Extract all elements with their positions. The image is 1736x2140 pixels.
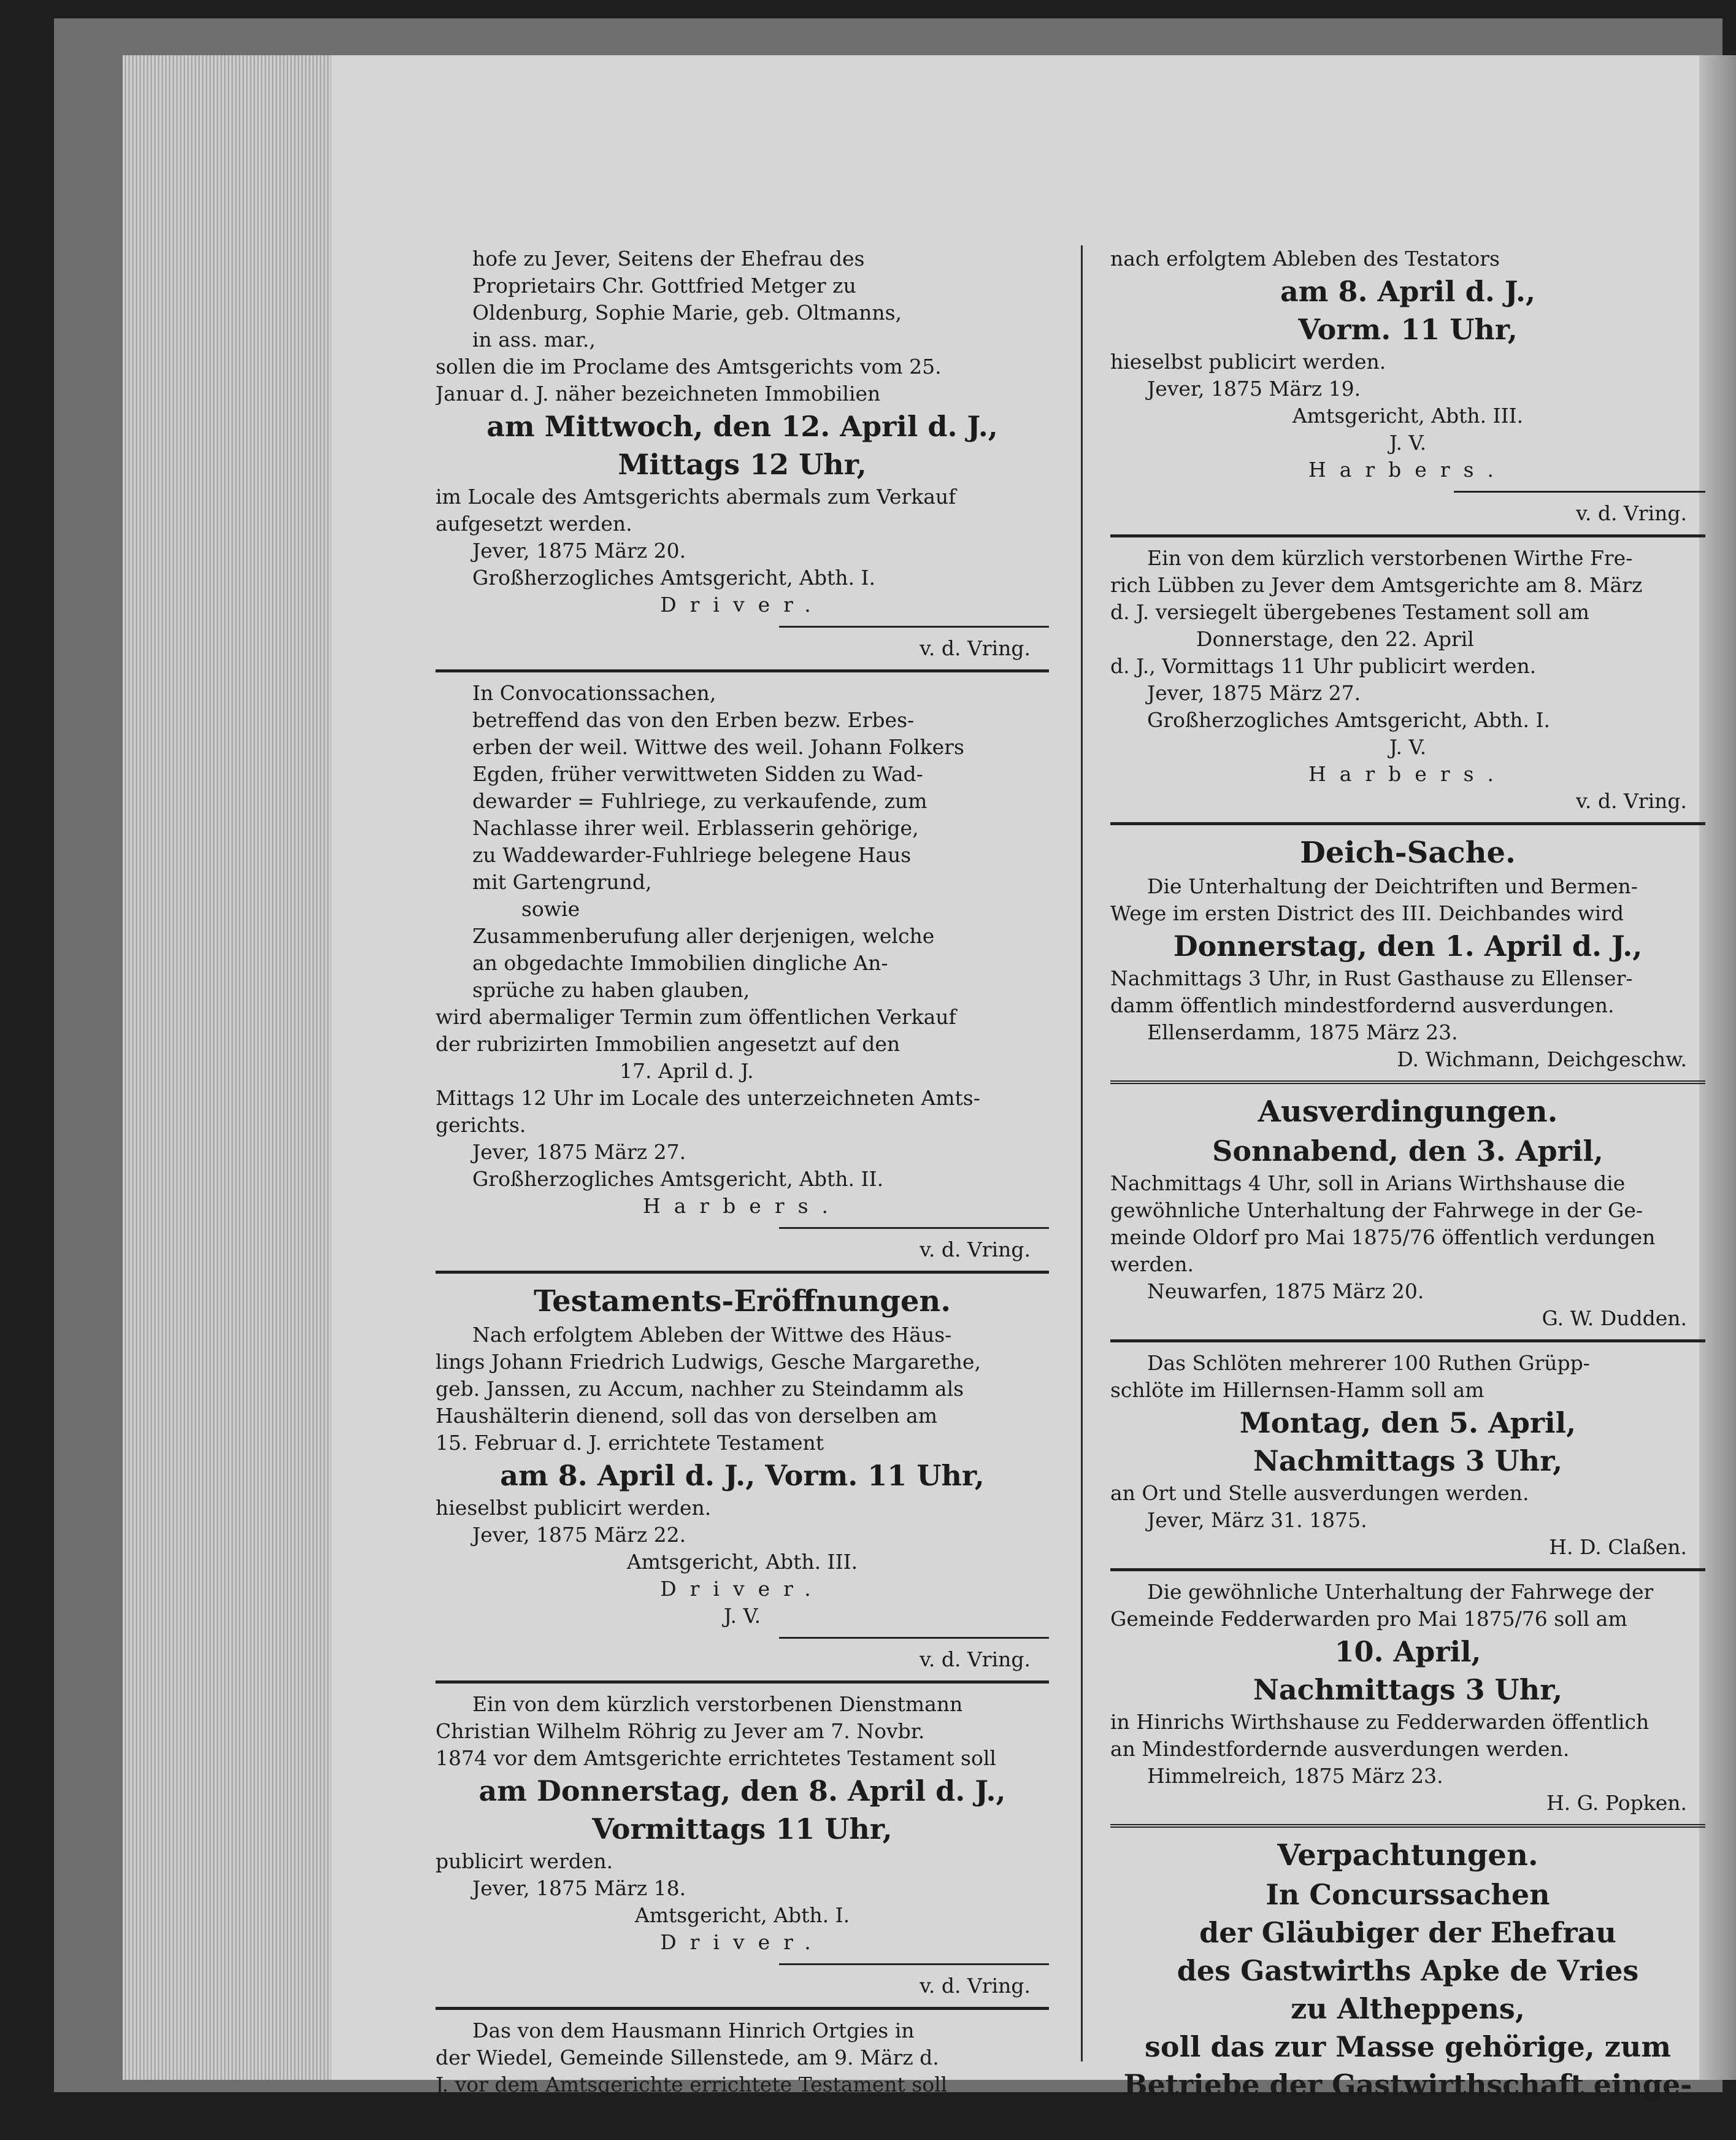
place-date: Himmelreich, 1875 März 23. <box>1147 1764 1443 1788</box>
signer: Harbers. <box>642 1194 842 1218</box>
signer: Harbers. <box>1308 458 1508 482</box>
section-heading: Testaments-Eröffnungen. <box>533 1284 951 1318</box>
place-date: Jever, 1875 März 19. <box>1147 377 1361 401</box>
text-line: in ass. mar., <box>472 328 596 352</box>
iv-label: J. V. <box>1389 431 1427 455</box>
text-line: Januar d. J. näher bezeichneten Immobilien <box>436 382 881 406</box>
signer: Driver. <box>660 1577 824 1601</box>
text-line: In Convocationssachen, <box>472 681 716 705</box>
notice-separator <box>1110 1080 1705 1084</box>
text-line: Haushälterin dienend, soll das von derselben am <box>436 1404 938 1428</box>
signer: D. Wichmann, Deichgeschw. <box>1397 1047 1687 1071</box>
text-line: geb. Janssen, zu Accum, nachher zu Steindamm als <box>436 1377 964 1401</box>
text-line: 15. Februar d. J. errichtete Testament <box>436 1431 824 1455</box>
notice-separator <box>1110 1568 1705 1571</box>
text-line: der rubrizirten Immobilien angesetzt auf den <box>436 1032 901 1056</box>
text-line: an obgedachte Immobilien dingliche An- <box>472 951 888 975</box>
text-line: mit Gartengrund, <box>472 870 652 894</box>
text-line: 17. April d. J. <box>620 1059 754 1083</box>
separator <box>779 626 1049 628</box>
text-line: Nachmittags 4 Uhr, soll in Arians Wirthshause die <box>1110 1171 1626 1195</box>
time-heading: Nachmittags 3 Uhr, <box>1253 1673 1563 1706</box>
column-divider <box>1081 245 1083 2061</box>
big-line: Betriebe der Gastwirthschaft einge- <box>1123 2068 1692 2101</box>
left-column <box>436 245 1049 2098</box>
court-name: Großherzogliches Amtsgericht, Abth. I. <box>1147 708 1551 732</box>
text-line: Zusammenberufung aller derjenigen, welche <box>472 924 935 948</box>
text-line: gewöhnliche Unterhaltung der Fahrwege in der Ge- <box>1110 1198 1643 1222</box>
section-heading: Verpachtungen. <box>1277 1838 1538 1872</box>
notice-separator <box>1110 1824 1705 1828</box>
text-line: Wege im ersten District des III. Deichbandes wird <box>1110 901 1624 925</box>
date-heading: am 8. April d. J., <box>1280 275 1535 308</box>
big-line: der Gläubiger der Ehefrau <box>1199 1916 1616 1949</box>
date-heading: am Donnerstag, den 8. April d. J., <box>478 1774 1006 1807</box>
court-name: Großherzogliches Amtsgericht, Abth. I. <box>472 566 876 590</box>
text-line: d. J., Vormittags 11 Uhr publicirt werden. <box>1110 654 1537 678</box>
text-line: Egden, früher verwittweten Sidden zu Wad- <box>472 762 923 786</box>
notice-separator <box>436 1271 1049 1274</box>
text-line: d. J. versiegelt übergebenes Testament soll am <box>1110 600 1589 624</box>
text-line: meinde Oldorf pro Mai 1875/76 öffentlich verdungen <box>1110 1225 1656 1249</box>
notice-testament-roehrig <box>436 1691 1049 2000</box>
date-heading: Montag, den 5. April, <box>1239 1406 1577 1439</box>
text-line: sollen die im Proclame des Amtsgerichts vom 25. <box>436 355 942 379</box>
time-heading: Nachmittags 3 Uhr, <box>1253 1444 1563 1477</box>
text-line: Das Schlöten mehrerer 100 Ruthen Grüpp- <box>1147 1351 1590 1375</box>
date-heading: Donnerstag, den 1. April d. J., <box>1173 930 1643 963</box>
place-date: Jever, 1875 März 27. <box>1147 681 1361 705</box>
clerk: v. d. Vring. <box>1576 789 1687 813</box>
text-line: der Wiedel, Gemeinde Sillenstede, am 9. März d. <box>436 2046 939 2069</box>
text-line: gerichts. <box>436 1113 526 1137</box>
court-name: Großherzogliches Amtsgericht, Abth. II. <box>472 1167 884 1191</box>
text-line: Die Unterhaltung der Deichtriften und Bermen- <box>1147 874 1638 898</box>
clerk: v. d. Vring. <box>920 1237 1031 1261</box>
iv-label: J. V. <box>723 1604 761 1628</box>
place-date: Ellenserdamm, 1875 März 23. <box>1147 1020 1458 1044</box>
iv-label: J. V. <box>1389 735 1427 759</box>
big-line: soll das zur Masse gehörige, zum <box>1144 2030 1671 2063</box>
text-line: Das von dem Hausmann Hinrich Ortgies in <box>472 2019 915 2042</box>
place-date: Jever, 1875 März 27. <box>472 1140 686 1164</box>
text-line: Donnerstage, den 22. April <box>1196 627 1474 651</box>
signer: G. W. Dudden. <box>1542 1306 1687 1330</box>
text-line: Ein von dem kürzlich verstorbenen Wirthe Fre- <box>1147 546 1633 570</box>
clerk: v. d. Vring. <box>920 1974 1031 1998</box>
place-date: Jever, 1875 März 22. <box>472 1523 686 1547</box>
notice-separator <box>1110 534 1705 537</box>
court-name: Amtsgericht, Abth. III. <box>626 1550 858 1574</box>
text-line: Ein von dem kürzlich verstorbenen Dienstmann <box>472 1692 963 1716</box>
signer: H. D. Claßen. <box>1549 1535 1687 1559</box>
text-line: lings Johann Friedrich Ludwigs, Gesche Margarethe, <box>436 1350 981 1374</box>
signer: H. G. Popken. <box>1546 1791 1687 1815</box>
time-heading: Vormittags 11 Uhr, <box>592 1812 893 1846</box>
big-line: In Concurssachen <box>1266 1878 1550 1911</box>
text-line: rich Lübben zu Jever dem Amtsgerichte am 8. März <box>1110 573 1643 597</box>
time-heading: Vorm. 11 Uhr, <box>1298 313 1518 346</box>
notice-testament-ortgies <box>436 2017 1049 2098</box>
signer: Harbers. <box>1308 762 1508 786</box>
signer: Driver. <box>660 593 824 617</box>
text-line: Christian Wilhelm Röhrig zu Jever am 7. Novbr. <box>436 1719 925 1743</box>
date-heading: Sonnabend, den 3. April, <box>1212 1134 1603 1168</box>
notice-deich-sache <box>1110 833 1705 1073</box>
date-heading: am 8. April d. J., Vorm. 11 Uhr, <box>500 1459 985 1492</box>
text-line: an Ort und Stelle ausverdungen werden. <box>1110 1481 1529 1505</box>
text-line: Mittags 12 Uhr im Locale des unterzeichneten Amts- <box>436 1086 980 1110</box>
date-heading: am Mittwoch, den 12. April d. J., <box>486 410 998 443</box>
notice-testament-continued <box>1110 245 1705 527</box>
text-line: Oldenburg, Sophie Marie, geb. Oltmanns, <box>472 301 902 325</box>
text-line: sprüche zu haben glauben, <box>472 978 750 1002</box>
text-line: Nachmittags 3 Uhr, in Rust Gasthause zu Ellenser- <box>1110 966 1633 990</box>
text-line: sowie <box>521 897 580 921</box>
text-line: wird abermaliger Termin zum öffentlichen Verkauf <box>436 1005 956 1029</box>
page-edges <box>123 55 337 2080</box>
right-column <box>1110 245 1705 2104</box>
text-line: hieselbst publicirt werden. <box>436 1496 712 1520</box>
text-line: Proprietairs Chr. Gottfried Metger zu <box>472 274 856 298</box>
notice-separator <box>1110 822 1705 825</box>
text-line: Gemeinde Fedderwarden pro Mai 1875/76 soll am <box>1110 1607 1627 1631</box>
separator <box>779 1637 1049 1639</box>
place-date: Neuwarfen, 1875 März 20. <box>1147 1279 1424 1303</box>
notice-verpachtungen <box>1110 1835 1705 2104</box>
text-line: Nachlasse ihrer weil. Erblasserin gehörige, <box>472 816 919 840</box>
time-heading: Mittags 12 Uhr, <box>618 448 867 481</box>
place-date: Jever, 1875 März 18. <box>472 1876 686 1900</box>
place-date: Jever, 1875 März 20. <box>472 539 686 563</box>
text-line: damm öffentlich mindestfordernd ausverdungen. <box>1110 993 1615 1017</box>
text-line: publicirt werden. <box>436 1849 613 1873</box>
court-name: Amtsgericht, Abth. III. <box>1292 404 1524 428</box>
text-line: betreffend das von den Erben bezw. Erbes- <box>472 708 915 732</box>
text-line: Nach erfolgtem Ableben der Wittwe des Häus- <box>472 1323 952 1347</box>
section-heading: Deich-Sache. <box>1300 836 1516 870</box>
separator <box>779 1227 1049 1229</box>
separator <box>779 1963 1049 1965</box>
text-line: zu Waddewarder-Fuhlriege belegene Haus <box>472 843 912 867</box>
separator <box>1454 491 1705 493</box>
notice-testament-ludwigs <box>436 1281 1049 1673</box>
text-line: J. vor dem Amtsgerichte errichtete Testament soll <box>436 2073 948 2096</box>
text-line: im Locale des Amtsgerichts abermals zum Verkauf <box>436 485 956 509</box>
notice-convocation <box>436 680 1049 1263</box>
clerk: v. d. Vring. <box>1576 501 1687 525</box>
text-line: aufgesetzt werden. <box>436 512 632 536</box>
text-line: hofe zu Jever, Seitens der Ehefrau des <box>472 247 865 271</box>
text-line: Die gewöhnliche Unterhaltung der Fahrwege der <box>1147 1580 1654 1604</box>
place-date: Jever, März 31. 1875. <box>1147 1508 1367 1532</box>
clerk: v. d. Vring. <box>920 1647 1031 1671</box>
text-line: 1874 vor dem Amtsgerichte errichtetes Testament soll <box>436 1746 996 1770</box>
notice-separator <box>1110 1339 1705 1342</box>
court-name: Amtsgericht, Abth. I. <box>634 1903 850 1927</box>
text-line: werden. <box>1110 1252 1194 1276</box>
date-heading: 10. April, <box>1334 1635 1481 1668</box>
text-line: in Hinrichs Wirthshause zu Fedderwarden öffentlich <box>1110 1710 1650 1734</box>
text-line: nach erfolgtem Ableben des Testators <box>1110 247 1500 271</box>
notice-separator <box>436 1680 1049 1684</box>
big-line: des Gastwirths Apke de Vries <box>1177 1954 1639 1987</box>
text-line: an Mindestfordernde ausverdungen werden. <box>1110 1737 1570 1761</box>
notice-schloeten <box>1110 1350 1705 1561</box>
big-line: zu Altheppens, <box>1291 1992 1525 2025</box>
section-heading: Ausverdingungen. <box>1258 1095 1558 1129</box>
notice-separator <box>436 2007 1049 2010</box>
notice-separator <box>436 669 1049 672</box>
signer: Driver. <box>660 1930 824 1954</box>
clerk: v. d. Vring. <box>920 636 1031 660</box>
notice-testament-luebben <box>1110 545 1705 815</box>
text-line: dewarder = Fuhlriege, zu verkaufende, zum <box>472 789 928 813</box>
text-line: erben der weil. Wittwe des weil. Johann Folkers <box>472 735 964 759</box>
text-line: schlöte im Hillernsen-Hamm soll am <box>1110 1378 1484 1402</box>
notice-auction-april-12 <box>436 245 1049 662</box>
notice-ausverdingungen <box>1110 1091 1705 1332</box>
notice-fedderwarden <box>1110 1579 1705 1817</box>
text-line: hieselbst publicirt werden. <box>1110 350 1386 374</box>
